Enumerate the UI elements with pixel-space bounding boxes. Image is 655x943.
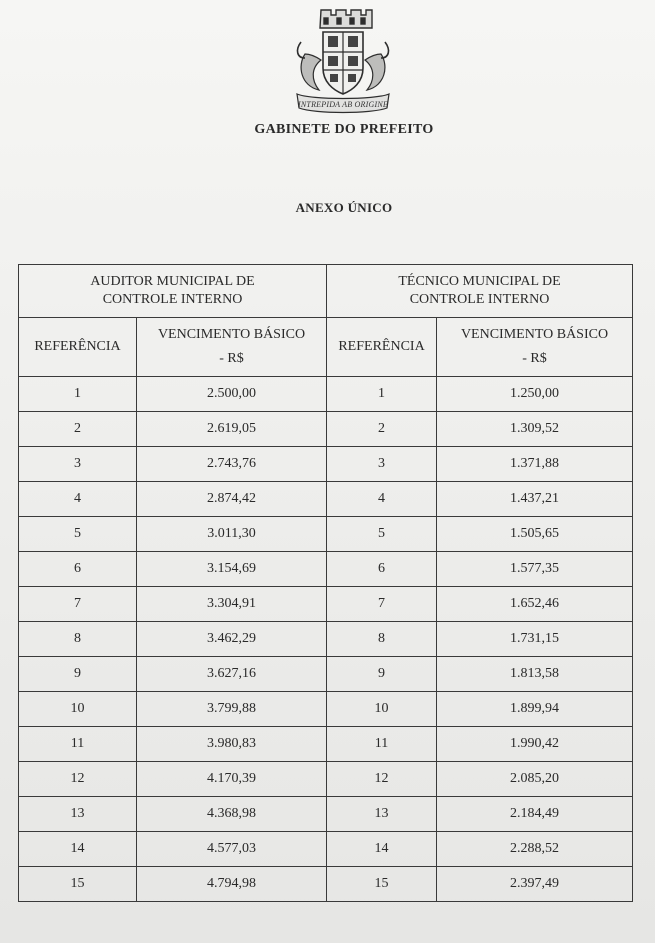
annex-title: ANEXO ÚNICO xyxy=(295,200,393,215)
tecnico-reference-cell: 14 xyxy=(327,832,437,867)
auditor-salary-cell: 3.304,91 xyxy=(137,587,327,622)
tecnico-reference-cell: 10 xyxy=(327,692,437,727)
auditor-salary-cell: 2.874,42 xyxy=(137,482,327,517)
tecnico-salary-cell: 2.288,52 xyxy=(437,832,633,867)
tecnico-salary-cell: 1.990,42 xyxy=(437,727,633,762)
auditor-reference-cell: 4 xyxy=(19,482,137,517)
column-header-salary-line1: VENCIMENTO BÁSICO xyxy=(460,327,609,342)
column-header-salary-line2: - R$ xyxy=(219,351,244,366)
tecnico-reference-cell: 2 xyxy=(327,412,437,447)
column-header-salary xyxy=(437,318,633,377)
table-row xyxy=(19,797,633,832)
tecnico-reference-cell: 4 xyxy=(327,482,437,517)
auditor-reference-cell: 12 xyxy=(19,762,137,797)
auditor-salary-cell: 3.627,16 xyxy=(137,657,327,692)
tecnico-salary-cell: 1.371,88 xyxy=(437,447,633,482)
column-header-salary xyxy=(137,318,327,377)
tecnico-reference-cell: 3 xyxy=(327,447,437,482)
tecnico-reference-cell: 11 xyxy=(327,727,437,762)
auditor-salary-cell: 4.368,98 xyxy=(137,797,327,832)
table-row xyxy=(19,832,633,867)
group-header-row xyxy=(19,265,633,318)
table-row xyxy=(19,552,633,587)
auditor-reference-cell: 8 xyxy=(19,622,137,657)
tecnico-salary-cell: 1.731,15 xyxy=(437,622,633,657)
column-header-reference: REFERÊNCIA xyxy=(19,318,137,377)
table-row xyxy=(19,692,633,727)
auditor-salary-cell: 2.743,76 xyxy=(137,447,327,482)
tecnico-salary-cell: 1.309,52 xyxy=(437,412,633,447)
group-header-tecnico-line1: TÉCNICO MUNICIPAL DE xyxy=(398,274,561,289)
office-title: GABINETE DO PREFEITO xyxy=(254,122,434,137)
column-header-row xyxy=(19,318,633,377)
auditor-reference-cell: 5 xyxy=(19,517,137,552)
auditor-reference-cell: 11 xyxy=(19,727,137,762)
tecnico-salary-cell: 1.250,00 xyxy=(437,377,633,412)
group-header-auditor xyxy=(19,265,327,318)
tecnico-salary-cell: 1.899,94 xyxy=(437,692,633,727)
group-header-tecnico xyxy=(327,265,633,318)
auditor-salary-cell: 3.011,30 xyxy=(137,517,327,552)
tecnico-reference-cell: 12 xyxy=(327,762,437,797)
table-row xyxy=(19,377,633,412)
table-row xyxy=(19,867,633,902)
tecnico-salary-cell: 1.505,65 xyxy=(437,517,633,552)
auditor-reference-cell: 1 xyxy=(19,377,137,412)
tecnico-reference-cell: 7 xyxy=(327,587,437,622)
group-header-tecnico-line2: CONTROLE INTERNO xyxy=(409,292,550,307)
table-row xyxy=(19,762,633,797)
tecnico-salary-cell: 2.085,20 xyxy=(437,762,633,797)
auditor-reference-cell: 14 xyxy=(19,832,137,867)
column-header-salary-line2: - R$ xyxy=(522,351,547,366)
auditor-salary-cell: 4.794,98 xyxy=(137,867,327,902)
auditor-reference-cell: 6 xyxy=(19,552,137,587)
tecnico-salary-cell: 1.813,58 xyxy=(437,657,633,692)
auditor-reference-cell: 9 xyxy=(19,657,137,692)
auditor-reference-cell: 13 xyxy=(19,797,137,832)
tecnico-reference-cell: 13 xyxy=(327,797,437,832)
auditor-reference-cell: 3 xyxy=(19,447,137,482)
table-row xyxy=(19,727,633,762)
salary-table xyxy=(18,264,633,902)
group-header-auditor-line2: CONTROLE INTERNO xyxy=(102,292,243,307)
auditor-salary-cell: 3.462,29 xyxy=(137,622,327,657)
auditor-reference-cell: 15 xyxy=(19,867,137,902)
auditor-salary-cell: 3.799,88 xyxy=(137,692,327,727)
tecnico-reference-cell: 8 xyxy=(327,622,437,657)
tecnico-salary-cell: 1.577,35 xyxy=(437,552,633,587)
tecnico-reference-cell: 1 xyxy=(327,377,437,412)
table-row xyxy=(19,517,633,552)
table-row xyxy=(19,447,633,482)
tecnico-reference-cell: 6 xyxy=(327,552,437,587)
table-row xyxy=(19,587,633,622)
auditor-reference-cell: 7 xyxy=(19,587,137,622)
table-row xyxy=(19,622,633,657)
auditor-reference-cell: 2 xyxy=(19,412,137,447)
auditor-salary-cell: 4.170,39 xyxy=(137,762,327,797)
auditor-salary-cell: 3.154,69 xyxy=(137,552,327,587)
auditor-salary-cell: 3.980,83 xyxy=(137,727,327,762)
tecnico-reference-cell: 9 xyxy=(327,657,437,692)
tecnico-salary-cell: 1.437,21 xyxy=(437,482,633,517)
tecnico-salary-cell: 1.652,46 xyxy=(437,587,633,622)
table-row xyxy=(19,412,633,447)
auditor-reference-cell: 10 xyxy=(19,692,137,727)
column-header-reference: REFERÊNCIA xyxy=(327,318,437,377)
table-row xyxy=(19,482,633,517)
tecnico-salary-cell: 2.184,49 xyxy=(437,797,633,832)
tecnico-reference-cell: 5 xyxy=(327,517,437,552)
tecnico-salary-cell: 2.397,49 xyxy=(437,867,633,902)
auditor-salary-cell: 2.500,00 xyxy=(137,377,327,412)
column-header-salary-line1: VENCIMENTO BÁSICO xyxy=(157,327,306,342)
tecnico-reference-cell: 15 xyxy=(327,867,437,902)
auditor-salary-cell: 4.577,03 xyxy=(137,832,327,867)
table-row xyxy=(19,657,633,692)
crest-motto: INTREPIDA AB ORIGINE xyxy=(298,100,388,109)
group-header-auditor-line1: AUDITOR MUNICIPAL DE xyxy=(90,274,255,289)
auditor-salary-cell: 2.619,05 xyxy=(137,412,327,447)
